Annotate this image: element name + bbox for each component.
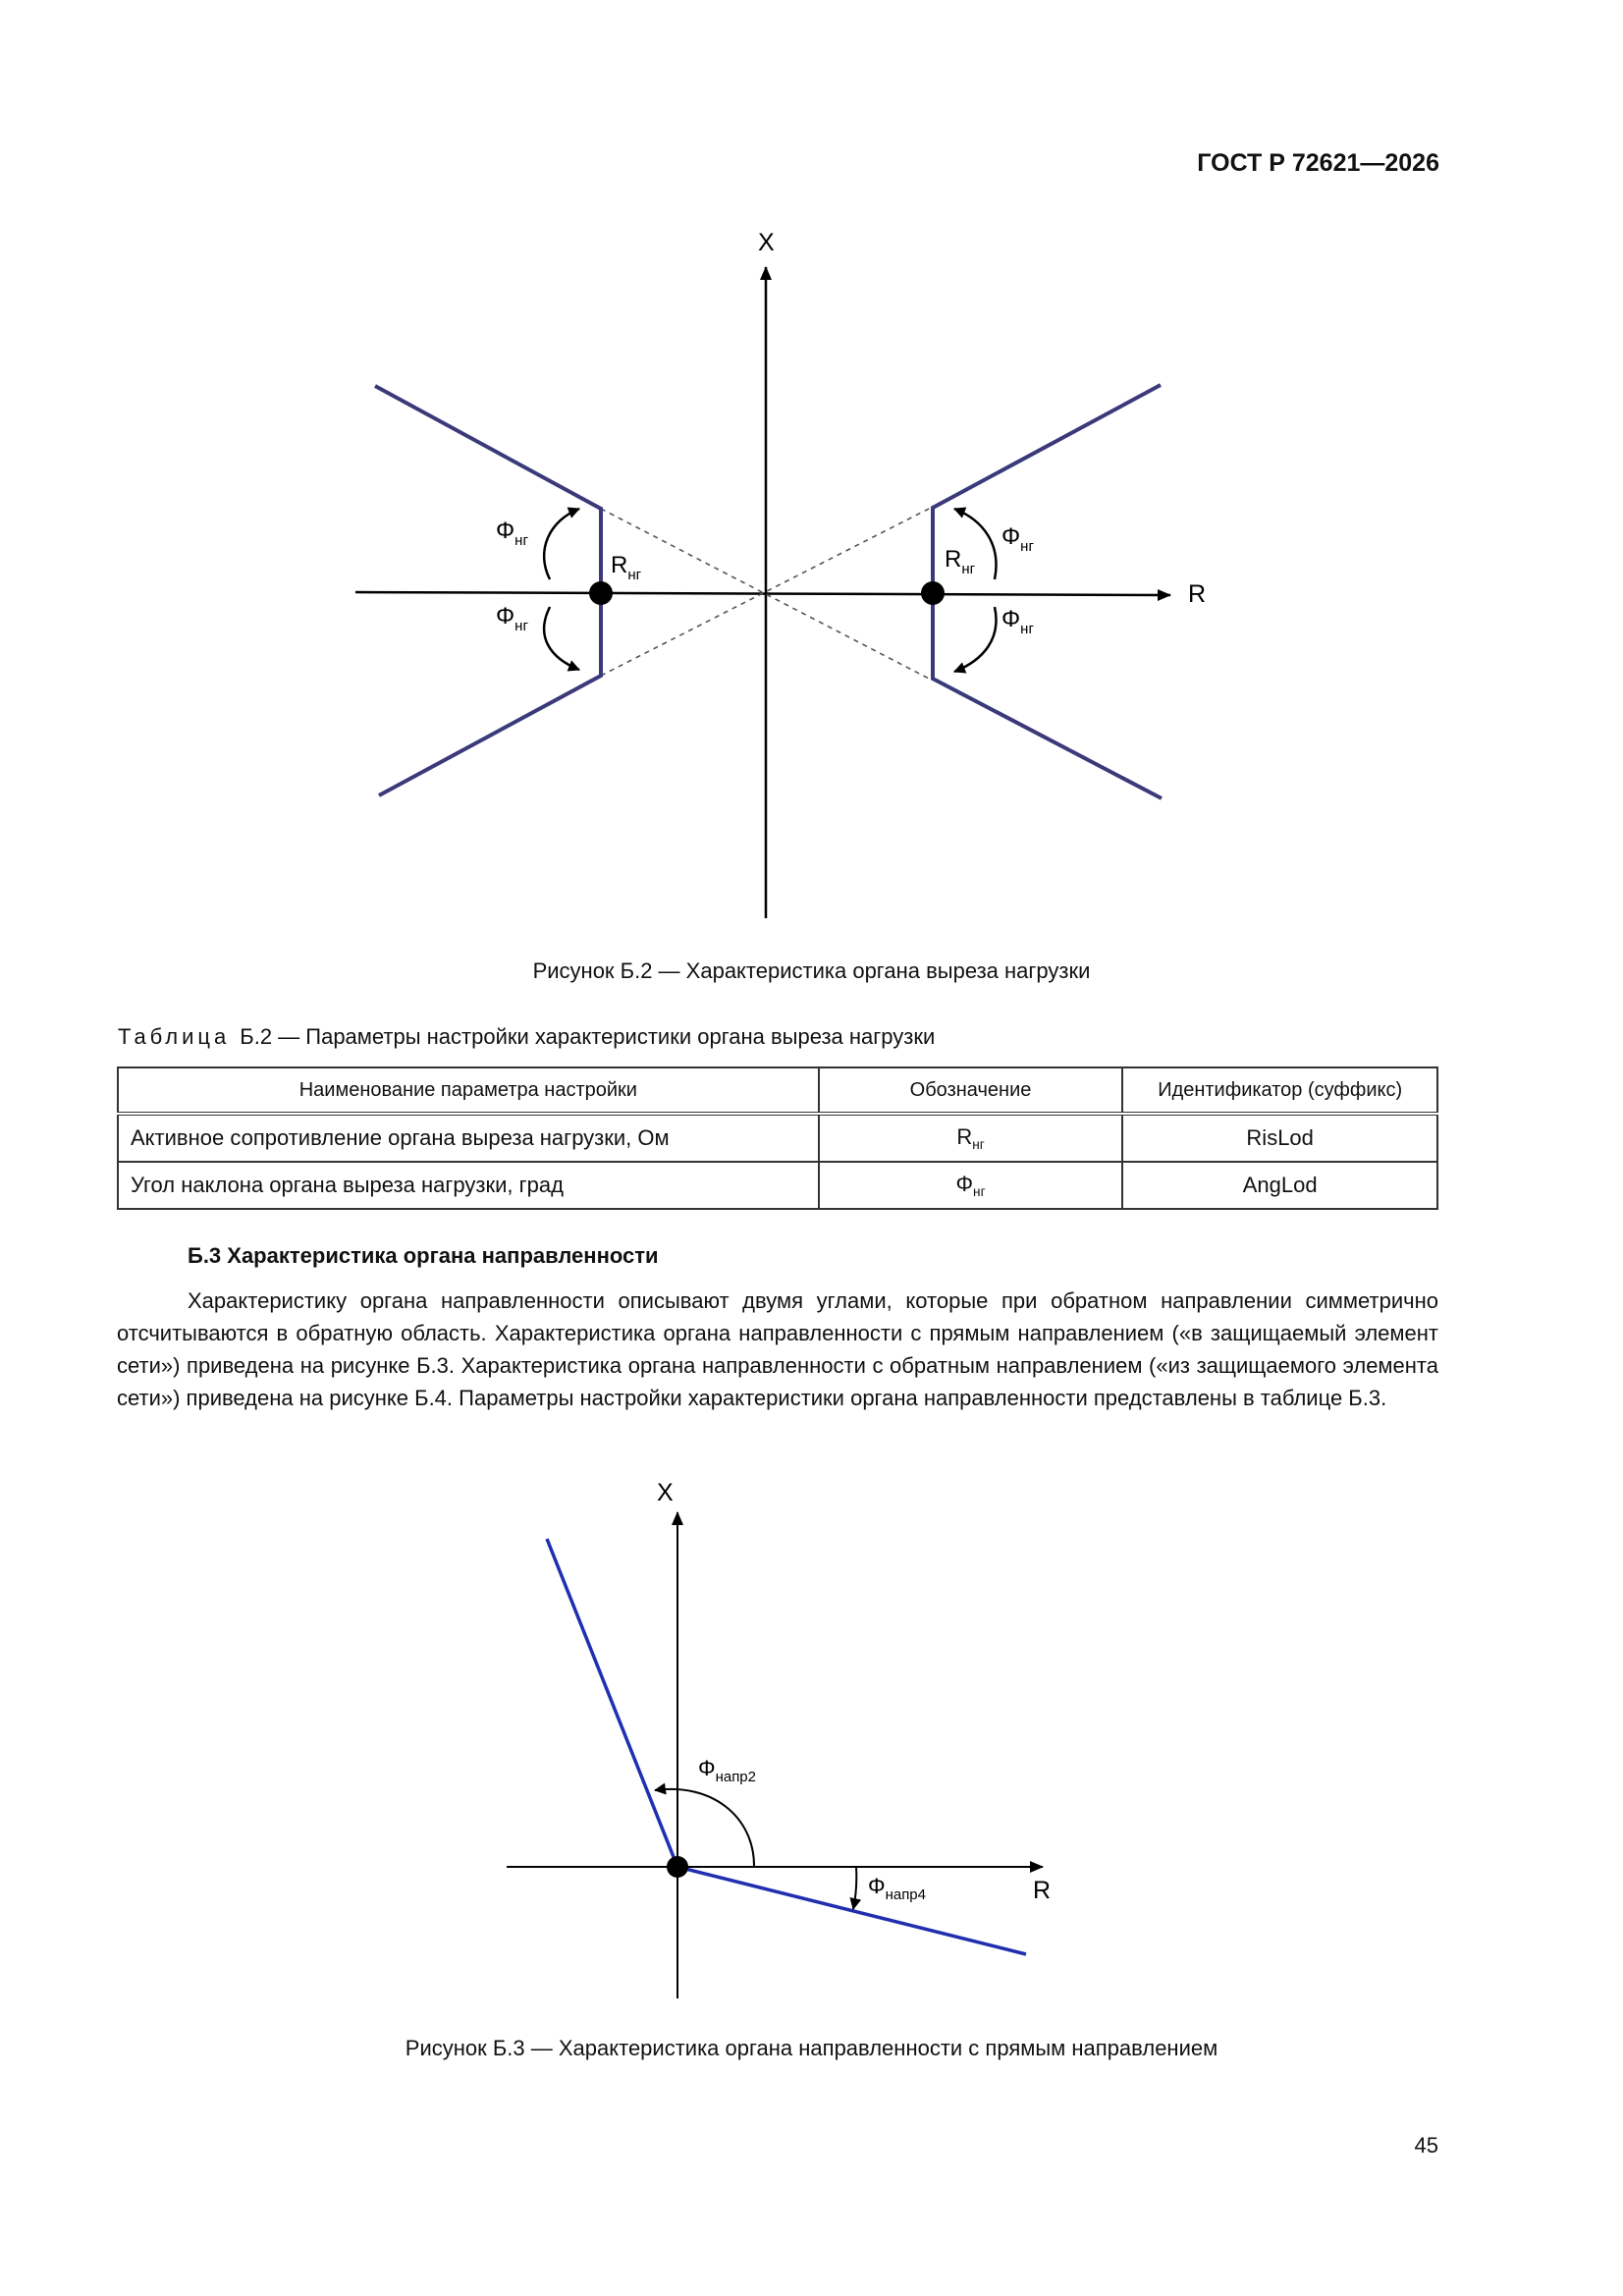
table-header-row (118, 1067, 1437, 1114)
left-characteristic-line (375, 386, 601, 795)
table-cell-name: Угол наклона органа выреза нагрузки, град (118, 1162, 819, 1209)
page-number: 45 (1414, 2133, 1438, 2158)
fig3-angle2-label: $\Phi_{напр2}$ (698, 1756, 756, 1785)
table-cell-symbol: $R_{нг}$ (819, 1114, 1123, 1162)
right-lower-angle-arrow (954, 607, 997, 672)
left-upper-angle-label: $\Phi_{нг}$ (496, 518, 528, 549)
figure-b2-x-label: X (758, 229, 775, 256)
table-row (118, 1162, 1437, 1209)
left-resistance-label: $R_{нг}$ (611, 552, 642, 583)
figure-b2-caption: Рисунок Б.2 — Характеристика органа выреза нагрузки (532, 958, 1091, 983)
left-lower-angle-label: $\Phi_{нг}$ (496, 603, 528, 634)
left-resistance-point (589, 581, 613, 605)
figure-b2-r-label: R (1188, 580, 1207, 608)
fig3-angle2-arc (655, 1789, 754, 1866)
table-row (118, 1114, 1437, 1162)
right-characteristic-line (933, 385, 1162, 798)
figure-b2-diagram (0, 0, 1623, 943)
table-b2-title-word: Таблица (118, 1024, 231, 1049)
table-b2-title (118, 1024, 935, 1050)
table-b2 (117, 1066, 1438, 1210)
fig3-angle4-arc (853, 1867, 856, 1909)
left-lower-angle-arrow (544, 607, 579, 670)
right-lower-angle-label: $\Phi_{нг}$ (1001, 606, 1034, 637)
figure-b3-caption: Рисунок Б.3 — Характеристика органа направленности с прямым направлением (405, 2036, 1218, 2060)
table-cell-id: AngLod (1122, 1162, 1437, 1209)
table-header-symbol: Обозначение (819, 1067, 1123, 1114)
table-cell-symbol: $\Phi_{нг}$ (819, 1162, 1123, 1209)
right-resistance-point (921, 581, 945, 605)
left-upper-angle-arrow (544, 509, 579, 579)
fig3-angle4-label: $\Phi_{напр4}$ (868, 1874, 926, 1903)
fig3-direction-line (547, 1539, 1026, 1954)
table-header-id: Идентификатор (суффикс) (1122, 1067, 1437, 1114)
section-b3-title: Б.3 Характеристика органа направленности (188, 1243, 659, 1268)
table-cell-name: Активное сопротивление органа выреза нагрузки, Ом (118, 1114, 819, 1162)
document-header-id: ГОСТ Р 72621—2026 (1197, 149, 1439, 177)
fig3-r-label: R (1033, 1877, 1052, 1904)
right-resistance-label: $R_{нг}$ (945, 546, 976, 577)
right-upper-angle-label: $\Phi_{нг}$ (1001, 523, 1034, 555)
section-b3-paragraph: Характеристику органа направленности описывают двумя углами, которые при обратном направлении симметрично отсчитываются в обратную область. Характеристика органа направленности с прямым направлением («в защищаемый элемент сети») приведена на рисунке Б.3. Характеристика органа направленности с обратным направлением («из защищаемого элемента сети») приведена на рисунке Б.4. Параметры настройки характеристики органа направленности представлены в таблице Б.3. (117, 1288, 1438, 1410)
table-b2-title-rest: Б.2 — Параметры настройки характеристики органа выреза нагрузки (240, 1024, 936, 1049)
fig3-x-label: X (657, 1479, 674, 1506)
fig3-origin-point (667, 1856, 688, 1878)
table-header-name: Наименование параметра настройки (118, 1067, 819, 1114)
table-cell-id: RisLod (1122, 1114, 1437, 1162)
